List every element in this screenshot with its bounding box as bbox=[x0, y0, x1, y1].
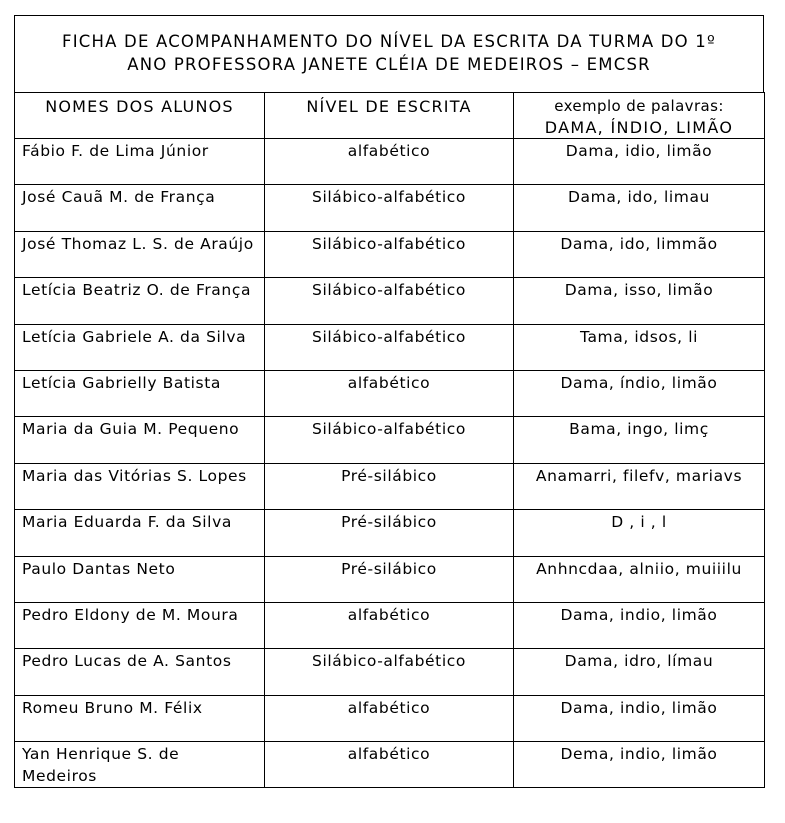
writing-level-cell: Silábico-alfabético bbox=[265, 324, 514, 370]
writing-level-cell: Silábico-alfabético bbox=[265, 649, 514, 695]
student-name-cell: Letícia Gabriele A. da Silva bbox=[15, 324, 265, 370]
table-row bbox=[15, 463, 765, 509]
table-row bbox=[15, 695, 765, 741]
table-row bbox=[15, 556, 765, 602]
table-body bbox=[15, 139, 765, 788]
writing-level-cell: Silábico-alfabético bbox=[265, 231, 514, 277]
word-example-cell: Dama, isso, limão bbox=[514, 278, 765, 324]
student-name-cell: Letícia Beatriz O. de França bbox=[15, 278, 265, 324]
word-example-cell: Dama, ido, limau bbox=[514, 185, 765, 231]
writing-level-cell: Silábico-alfabético bbox=[265, 185, 514, 231]
table-row bbox=[15, 185, 765, 231]
table-row bbox=[15, 417, 765, 463]
table-row bbox=[15, 278, 765, 324]
sheet-title-line-1: FICHA DE ACOMPANHAMENTO DO NÍVEL DA ESCRITA DA TURMA DO 1º bbox=[62, 32, 716, 51]
student-name-cell: José Cauã M. de França bbox=[15, 185, 265, 231]
student-name-cell: José Thomaz L. S. de Araújo bbox=[15, 231, 265, 277]
word-example-cell: Dama, índio, limão bbox=[514, 370, 765, 416]
writing-level-cell: alfabético bbox=[265, 602, 514, 648]
word-example-cell: Anhncdaa, alniio, muiiilu bbox=[514, 556, 765, 602]
table-row bbox=[15, 510, 765, 556]
writing-level-cell: Pré-silábico bbox=[265, 556, 514, 602]
writing-level-cell: Silábico-alfabético bbox=[265, 417, 514, 463]
word-example-cell: Tama, idsos, li bbox=[514, 324, 765, 370]
word-example-cell: D , i , l bbox=[514, 510, 765, 556]
header-writing-level: NÍVEL DE ESCRITA bbox=[265, 93, 514, 139]
writing-level-cell: Pré-silábico bbox=[265, 510, 514, 556]
word-example-cell: Dama, idio, limão bbox=[514, 139, 765, 185]
writing-level-cell: alfabético bbox=[265, 742, 514, 788]
sheet-title-line-2: ANO PROFESSORA JANETE CLÉIA DE MEDEIROS – EMCSR bbox=[127, 55, 651, 74]
table-row bbox=[15, 324, 765, 370]
student-writing-level-sheet bbox=[14, 15, 764, 788]
student-name-cell: Maria das Vitórias S. Lopes bbox=[15, 463, 265, 509]
header-student-names: NOMES DOS ALUNOS bbox=[15, 93, 265, 139]
word-example-cell: Dama, indio, limão bbox=[514, 602, 765, 648]
header-word-examples bbox=[514, 93, 765, 139]
table-row bbox=[15, 370, 765, 416]
student-name-cell: Romeu Bruno M. Félix bbox=[15, 695, 265, 741]
writing-level-cell: alfabético bbox=[265, 370, 514, 416]
table-row bbox=[15, 649, 765, 695]
student-name-cell: Maria Eduarda F. da Silva bbox=[15, 510, 265, 556]
writing-level-cell: Silábico-alfabético bbox=[265, 278, 514, 324]
word-example-cell: Bama, ingo, limç bbox=[514, 417, 765, 463]
word-example-cell: Dama, ido, limmão bbox=[514, 231, 765, 277]
table-row bbox=[15, 231, 765, 277]
student-name-cell: Pedro Lucas de A. Santos bbox=[15, 649, 265, 695]
student-name-cell: Fábio F. de Lima Júnior bbox=[15, 139, 265, 185]
writing-level-cell: alfabético bbox=[265, 695, 514, 741]
header-word-examples-caption: exemplo de palavras: bbox=[554, 97, 724, 115]
table-row bbox=[15, 139, 765, 185]
word-example-cell: Dama, indio, limão bbox=[514, 695, 765, 741]
student-name-cell: Letícia Gabrielly Batista bbox=[15, 370, 265, 416]
word-example-cell: Dema, indio, limão bbox=[514, 742, 765, 788]
header-word-examples-words: DAMA, ÍNDIO, LIMÃO bbox=[544, 118, 734, 137]
table-row bbox=[15, 602, 765, 648]
student-name-cell: Yan Henrique S. de Medeiros bbox=[15, 742, 265, 788]
writing-level-cell: Pré-silábico bbox=[265, 463, 514, 509]
table-header-row bbox=[15, 93, 765, 139]
writing-level-cell: alfabético bbox=[265, 139, 514, 185]
table-row bbox=[15, 742, 765, 788]
student-name-cell: Pedro Eldony de M. Moura bbox=[15, 602, 265, 648]
student-name-cell: Paulo Dantas Neto bbox=[15, 556, 265, 602]
word-example-cell: Anamarri, filefv, mariavs bbox=[514, 463, 765, 509]
student-name-cell: Maria da Guia M. Pequeno bbox=[15, 417, 265, 463]
sheet-title bbox=[14, 15, 764, 92]
word-example-cell: Dama, idro, límau bbox=[514, 649, 765, 695]
students-table bbox=[14, 92, 765, 788]
